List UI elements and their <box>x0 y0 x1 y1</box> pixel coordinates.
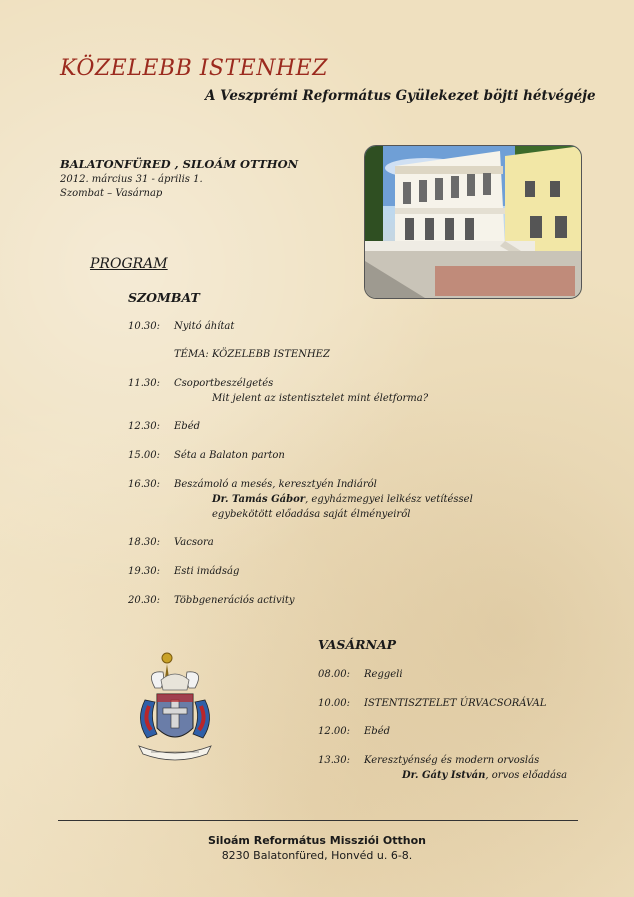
item-text: Csoportbeszélgetés <box>174 378 274 389</box>
speaker-role: , orvos előadása <box>485 770 568 781</box>
list-item <box>128 566 428 580</box>
item-text: Ebéd <box>364 726 391 737</box>
item-subtext <box>212 494 473 505</box>
item-time: 20.30: <box>128 595 160 606</box>
item-time: 13.30: <box>318 755 350 766</box>
list-item <box>318 726 578 740</box>
item-text: Nyitó áhítat <box>174 321 235 332</box>
list-item <box>128 421 428 435</box>
item-text: Többgenerációs activity <box>174 595 295 606</box>
speaker-role: , egyházmegyei lelkész vetítéssel <box>305 494 473 505</box>
list-item <box>128 321 428 335</box>
item-time: 12.30: <box>128 421 160 432</box>
item-time: 08.00: <box>318 669 350 680</box>
list-item <box>318 669 578 683</box>
speaker-name: Dr. Tamás Gábor <box>212 494 306 505</box>
page-subtitle: A Veszprémi Református Gyülekezet böjti hétvégéje <box>205 88 596 104</box>
coat-of-arms-icon <box>135 650 225 770</box>
list-item <box>128 378 448 406</box>
footer-address: 8230 Balatonfüred, Honvéd u. 6-8. <box>221 849 413 862</box>
list-item <box>318 698 578 712</box>
footer-divider <box>58 820 578 821</box>
item-text: Beszámoló a mesés, keresztyén Indiáról <box>174 479 377 490</box>
item-time: 12.00: <box>318 726 350 737</box>
saturday-heading: SZOMBAT <box>128 290 200 305</box>
program-heading: PROGRAM <box>90 256 168 272</box>
building-photo <box>364 145 582 299</box>
item-text: Esti imádság <box>174 566 240 577</box>
item-text: Séta a Balaton parton <box>174 450 285 461</box>
page-title: KÖZELEBB ISTENHEZ <box>60 56 328 81</box>
item-time: 16.30: <box>128 479 160 490</box>
item-text: TÉMA: KÖZELEBB ISTENHEZ <box>174 349 330 360</box>
item-text: ISTENTISZTELET ÚRVACSORÁVAL <box>364 698 547 709</box>
sunday-heading: VASÁRNAP <box>318 637 397 652</box>
event-days: Szombat – Vasárnap <box>60 188 163 199</box>
list-item <box>128 595 428 609</box>
item-text: Vacsora <box>174 537 214 548</box>
item-time: 15.00: <box>128 450 160 461</box>
item-time: 11.30: <box>128 378 160 389</box>
item-subtext: Mit jelent az istentisztelet mint életforma? <box>212 393 429 404</box>
building-illustration <box>365 146 581 298</box>
speaker-name: Dr. Gáty István <box>402 770 486 781</box>
item-subtext: egybekötött előadása saját élményeiről <box>212 509 411 520</box>
list-item <box>128 349 428 363</box>
item-time: 19.30: <box>128 566 160 577</box>
item-text: Keresztyénség és modern orvoslás <box>364 755 540 766</box>
item-subtext <box>402 770 567 781</box>
item-text: Reggeli <box>364 669 403 680</box>
list-item <box>128 479 473 523</box>
list-item <box>318 755 578 785</box>
footer-organization: Siloám Református Missziói Otthon <box>207 834 426 847</box>
list-item <box>128 537 428 551</box>
event-venue: BALATONFÜRED , SILOÁM OTTHON <box>60 157 299 171</box>
item-time: 10.30: <box>128 321 160 332</box>
list-item <box>128 450 428 464</box>
item-time: 10.00: <box>318 698 350 709</box>
event-date: 2012. március 31 - április 1. <box>60 174 203 185</box>
item-time: 18.30: <box>128 537 160 548</box>
item-text: Ebéd <box>174 421 201 432</box>
